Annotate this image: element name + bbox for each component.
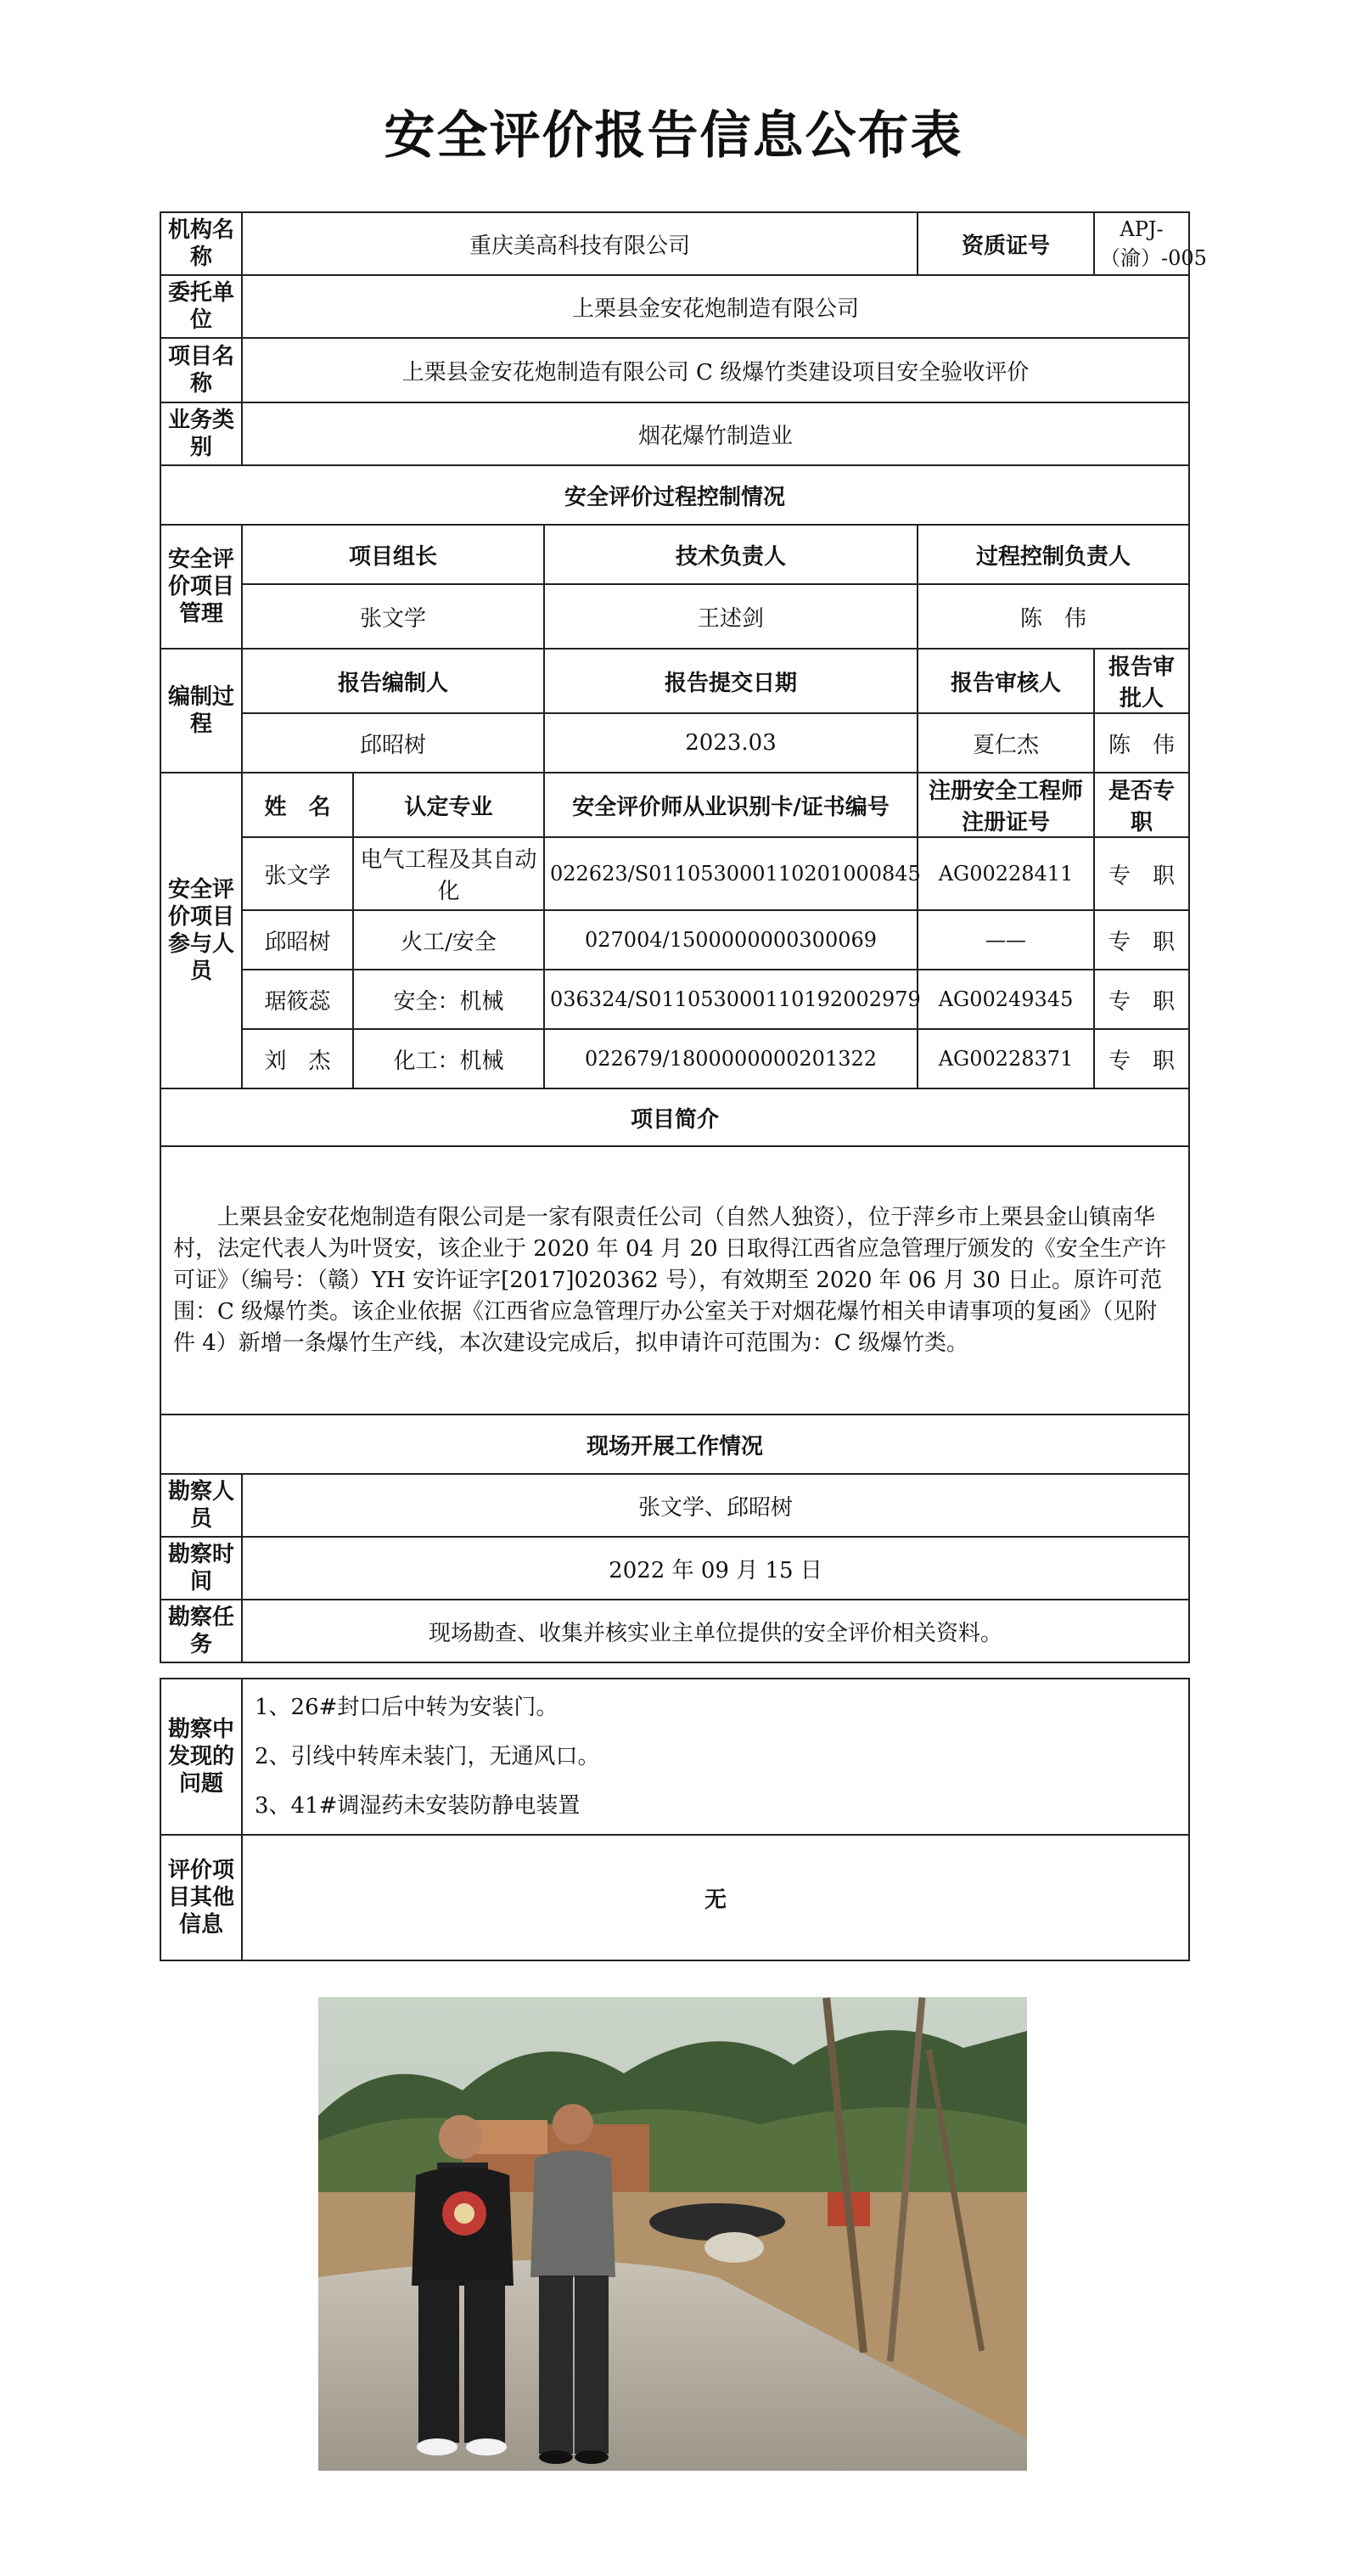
other-row — [160, 1835, 1189, 1960]
process-title: 安全评价过程控制情况 — [160, 465, 1189, 525]
management-value: 陈 伟 — [918, 584, 1189, 649]
list-item: 1、26#封口后中转为安装门。 — [255, 1695, 558, 1720]
compile-label: 编制过程 — [160, 649, 242, 773]
participants-header: 认定专业 — [353, 773, 544, 837]
participant-card: 022623/S011053000110201000845 — [544, 837, 918, 910]
survey-task-value: 现场勘查、收集并核实业主单位提供的安全评价相关资料。 — [242, 1600, 1189, 1662]
survey-time-row — [160, 1537, 1189, 1600]
participant-name: 邱昭树 — [242, 910, 353, 970]
client-value: 上栗县金安花炮制造有限公司 — [242, 275, 1189, 338]
compile-value: 陈 伟 — [1094, 713, 1189, 773]
client-row — [160, 275, 1189, 338]
table-row — [160, 970, 1189, 1029]
participant-fulltime: 专 职 — [1094, 837, 1189, 910]
management-value-row — [160, 584, 1189, 649]
compile-value-row — [160, 713, 1189, 773]
survey-time-value: 2022 年 09 月 15 日 — [242, 1537, 1189, 1600]
intro-row — [160, 1146, 1189, 1415]
table-row — [160, 837, 1189, 910]
survey-people-row — [160, 1474, 1189, 1537]
participant-reg: AG00249345 — [918, 970, 1094, 1029]
participant-reg: AG00228371 — [918, 1029, 1094, 1088]
participant-major: 火工/安全 — [353, 910, 544, 970]
intro-section — [160, 1088, 1189, 1146]
compile-header: 报告提交日期 — [544, 649, 918, 713]
management-value: 张文学 — [242, 584, 544, 649]
issues-label: 勘察中发现的问题 — [160, 1679, 242, 1835]
participant-major: 电气工程及其自动化 — [353, 837, 544, 910]
business-row — [160, 402, 1189, 465]
org-label: 机构名称 — [160, 212, 242, 275]
participant-card: 036324/S011053000110192002979 — [544, 970, 918, 1029]
project-value: 上栗县金安花炮制造有限公司 C 级爆竹类建设项目安全验收评价 — [242, 338, 1189, 402]
issues-table — [160, 1678, 1190, 1961]
participants-header: 姓 名 — [242, 773, 353, 837]
participants-header: 注册安全工程师注册证号 — [918, 773, 1094, 837]
cert-value: APJ-（渝）-005 — [1094, 212, 1189, 275]
participants-label: 安全评价项目参与人员 — [160, 773, 242, 1088]
management-value: 王述剑 — [544, 584, 918, 649]
participant-fulltime: 专 职 — [1094, 970, 1189, 1029]
management-header: 项目组长 — [242, 525, 544, 584]
survey-task-row — [160, 1600, 1189, 1662]
compile-header: 报告审批人 — [1094, 649, 1189, 713]
project-row — [160, 338, 1189, 402]
participant-card: 022679/1800000000201322 — [544, 1029, 918, 1088]
compile-value: 邱昭树 — [242, 713, 544, 773]
survey-people-label: 勘察人员 — [160, 1474, 242, 1537]
compile-value: 2023.03 — [544, 713, 918, 773]
participant-name: 张文学 — [242, 837, 353, 910]
intro-title: 项目简介 — [160, 1088, 1189, 1146]
client-label: 委托单位 — [160, 275, 242, 338]
participant-reg: —— — [918, 910, 1094, 970]
participants-header-row — [160, 773, 1189, 837]
participant-name: 刘 杰 — [242, 1029, 353, 1088]
process-section — [160, 465, 1189, 525]
participant-reg: AG00228411 — [918, 837, 1094, 910]
compile-header: 报告编制人 — [242, 649, 544, 713]
intro-text: 上栗县金安花炮制造有限公司是一家有限责任公司（自然人独资），位于萍乡市上栗县金山镇南华村，法定代表人为叶贤安，该企业于 2020 年 04 月 20 日取得江西省应急管理厅颁发的《安全生产许可证》（编号：（赣）YH 安许证字[2017]020362 号），有效期至 2020 年 06 月 30 日止。原许可范围：C 级爆竹类。该企业依据《江西省应急管理厅办公室关于对烟花爆竹相关申请事项的复函》（见附件 4）新增一条爆竹生产线，本次建设完成后，拟申请许可范围为：C 级爆竹类。 — [160, 1146, 1189, 1415]
cert-label: 资质证号 — [918, 212, 1094, 275]
survey-task-label: 勘察任务 — [160, 1600, 242, 1662]
participant-major: 化工：机械 — [353, 1029, 544, 1088]
site-section — [160, 1415, 1189, 1474]
info-table — [160, 211, 1207, 1663]
participants-header: 是否专职 — [1094, 773, 1189, 837]
management-header-row — [160, 525, 1189, 584]
table-row — [160, 1029, 1189, 1088]
org-row — [160, 212, 1189, 275]
site-title: 现场开展工作情况 — [160, 1415, 1189, 1474]
management-header: 技术负责人 — [544, 525, 918, 584]
business-value: 烟花爆竹制造业 — [242, 402, 1189, 465]
compile-header-row — [160, 649, 1189, 713]
participant-fulltime: 专 职 — [1094, 1029, 1189, 1088]
org-value: 重庆美高科技有限公司 — [242, 212, 918, 275]
project-label: 项目名称 — [160, 338, 242, 402]
management-label: 安全评价项目管理 — [160, 525, 242, 649]
management-header: 过程控制负责人 — [918, 525, 1189, 584]
participant-fulltime: 专 职 — [1094, 910, 1189, 970]
other-label: 评价项目其他信息 — [160, 1835, 242, 1960]
issues-row — [160, 1679, 1189, 1835]
site-photo — [318, 1997, 1027, 2471]
list-item: 3、41#调湿药未安装防静电装置 — [255, 1793, 581, 1819]
table-row — [160, 910, 1189, 970]
compile-header: 报告审核人 — [918, 649, 1094, 713]
survey-time-label: 勘察时间 — [160, 1537, 242, 1600]
participant-card: 027004/1500000000300069 — [544, 910, 918, 970]
business-label: 业务类别 — [160, 402, 242, 465]
survey-people-value: 张文学、邱昭树 — [242, 1474, 1189, 1537]
compile-value: 夏仁杰 — [918, 713, 1094, 773]
other-value: 无 — [242, 1835, 1189, 1960]
participant-major: 安全：机械 — [353, 970, 544, 1029]
page-title: 安全评价报告信息公布表 — [384, 106, 963, 166]
list-item: 2、引线中转库未装门，无通风口。 — [255, 1744, 600, 1769]
participant-name: 琚筱蕊 — [242, 970, 353, 1029]
participants-header: 安全评价师从业识别卡/证书编号 — [544, 773, 918, 837]
